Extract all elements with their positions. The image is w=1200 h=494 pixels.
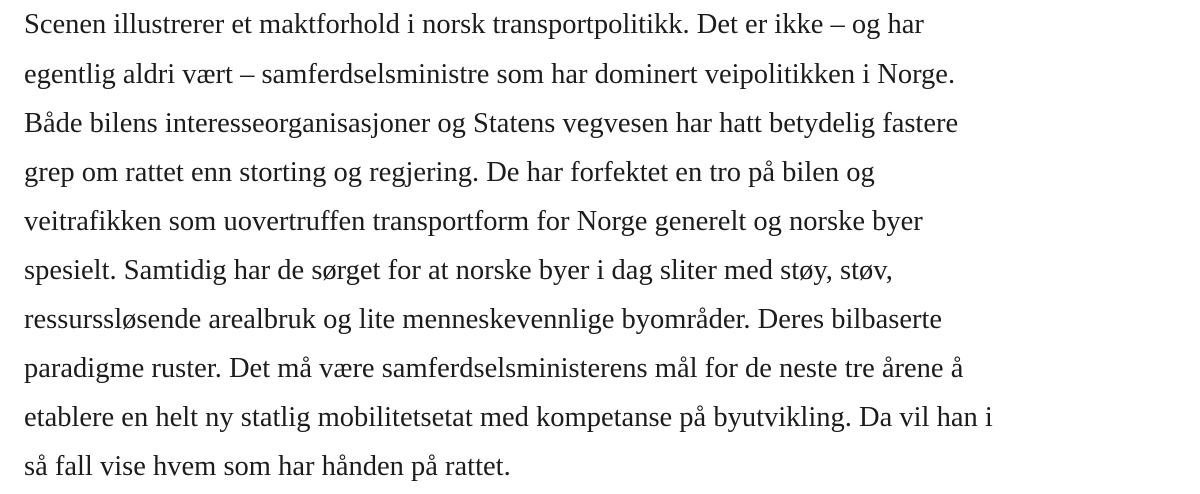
paragraph-line: Både bilens interesseorganisasjoner og Statens vegvesen har hatt betydelig fastere [24, 108, 959, 139]
paragraph-line: så fall vise hvem som har hånden på rattet. [24, 451, 511, 482]
paragraph-line: spesielt. Samtidig har de sørget for at norske byer i dag sliter med støy, støv, [24, 255, 893, 286]
paragraph-line: Scenen illustrerer et maktforhold i norsk transportpolitikk. Det er ikke – og har [24, 9, 924, 40]
paragraph-line: egentlig aldri vært – samferdselsministre som har dominert veipolitikken i Norge. [24, 59, 956, 90]
paragraph-line: ressurssløsende arealbruk og lite menneskevennlige byområder. Deres bilbaserte [24, 304, 943, 335]
paragraph-line: paradigme ruster. Det må være samferdselsministerens mål for de neste tre årene å [24, 353, 964, 384]
article-paragraph [24, 0, 1194, 491]
paragraph-line: veitrafikken som uovertruffen transportform for Norge generelt og norske byer [24, 206, 923, 237]
paragraph-line: etablere en helt ny statlig mobilitetsetat med kompetanse på byutvikling. Da vil han i [24, 402, 993, 433]
paragraph-line: grep om rattet enn storting og regjering. De har forfektet en tro på bilen og [24, 157, 875, 188]
